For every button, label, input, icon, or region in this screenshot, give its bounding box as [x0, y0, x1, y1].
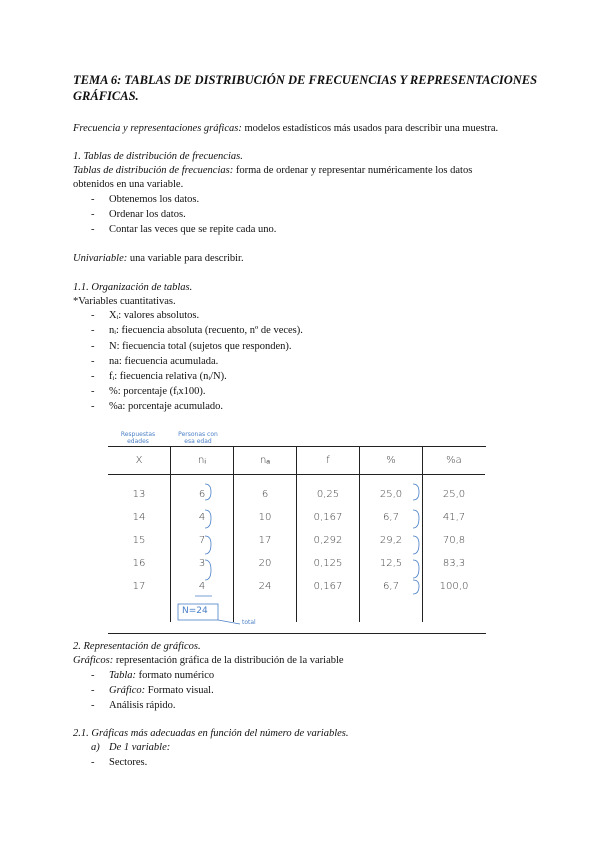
table-row: 15 7 17 0,292 29,2 70,8	[108, 529, 485, 552]
table-row: 13 6 6 0,25 25,0 25,0	[108, 483, 485, 506]
list-item: - na: fiecuencia acumulada.	[91, 356, 219, 367]
section-1-1-heading: 1.1. Organización de tablas.	[73, 282, 193, 293]
list-item: - Gráfico: Formato visual.	[91, 685, 214, 696]
total-N: N=24	[182, 606, 208, 616]
definition-text: representación gráfica de la distribución de la variable	[113, 655, 344, 666]
univariable-text: una variable para describir.	[127, 253, 244, 264]
brace-mark	[205, 536, 211, 554]
table-header-cell: nᵢ	[171, 446, 234, 475]
section-2-heading: 2. Representación de gráficos.	[73, 641, 201, 652]
brace-mark	[413, 560, 419, 578]
list-item: a) De 1 variable:	[91, 742, 171, 753]
list-item: - Sectores.	[91, 757, 148, 768]
list-item: - Análisis rápido.	[91, 700, 176, 711]
section-1-1-subheading: *Variables cuantitativas.	[73, 296, 176, 307]
section-2-1-heading: 2.1. Gráficas más adecuadas en función del número de variables.	[73, 728, 349, 739]
table-row: 14 4 10 0,167 6,7 41,7	[108, 506, 485, 529]
brace-mark	[205, 510, 211, 528]
definition-text: forma de ordenar y representar numéricamente los datos	[233, 165, 473, 176]
annotation-people: Personas con esa edad	[178, 431, 218, 445]
list-item: - Xᵢ: valores absolutos.	[91, 310, 200, 321]
list-item: - N: fiecuencia total (sujetos que responden).	[91, 341, 292, 352]
annotation-total: total	[242, 619, 256, 626]
list-item: - %: porcentaje (fᵢx100).	[91, 386, 206, 397]
brace-mark	[413, 484, 419, 500]
list-item: - fᵢ: fiecuencia relativa (nᵢ/N).	[91, 371, 227, 382]
table-header-cell: X	[108, 446, 171, 475]
brace-mark	[205, 484, 211, 500]
list-item: - Contar las veces que se repite cada uno.	[91, 224, 277, 235]
table-header-cell: f	[297, 446, 360, 475]
brace-mark	[205, 560, 211, 580]
brace-mark	[413, 580, 419, 594]
definition-term: Gráficos:	[73, 655, 114, 666]
list-item: - Obtenemos los datos.	[91, 194, 200, 205]
section-1-definition-cont: obtenidos en una variable.	[73, 179, 184, 190]
section-2-definition	[73, 654, 344, 668]
section-1-heading: 1. Tablas de distribución de frecuencias.	[73, 151, 243, 162]
total-arrow	[218, 620, 240, 624]
table-header-cell: %a	[423, 446, 486, 475]
list-item: - nᵢ: fiecuencia absoluta (recuento, nº de veces).	[91, 325, 303, 336]
list-item: - %a: porcentaje acumulado.	[91, 401, 223, 412]
univariable-term: Univariable:	[73, 253, 128, 264]
brace-mark	[413, 510, 419, 528]
table-header-cell: nₐ	[234, 446, 297, 475]
intro-text: modelos estadísticos más usados para describir una muestra.	[241, 123, 499, 134]
annotation-responses: Respuestas edades	[120, 431, 156, 445]
intro-term: Frecuencia y representaciones gráficas:	[73, 123, 242, 134]
list-item: - Tabla: formato numérico	[91, 670, 215, 681]
brace-mark	[413, 536, 419, 554]
table-row: 16 3 20 0,125 12,5 83,3	[108, 552, 485, 575]
table-header-cell: %	[360, 446, 423, 475]
page-title: TEMA 6: TABLAS DE DISTRIBUCIÓN DE FRECUENCIAS Y REPRESENTACIONES GRÁFICAS.	[73, 73, 538, 103]
definition-term: Tablas de distribución de frecuencias:	[73, 165, 234, 176]
table-row: 17 4 24 0,167 6,7 100,0	[108, 575, 485, 598]
list-item: - Ordenar los datos.	[91, 209, 186, 220]
